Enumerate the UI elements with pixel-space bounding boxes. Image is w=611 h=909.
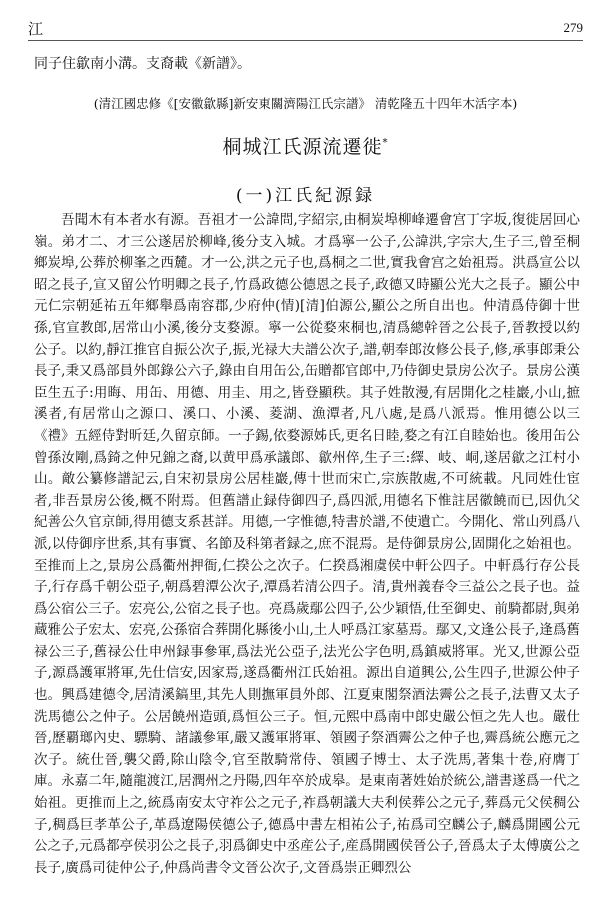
page-number: 279 bbox=[563, 20, 583, 35]
section-heading: (一)江氏紀源録 bbox=[235, 186, 376, 206]
page-title bbox=[0, 132, 611, 159]
running-head: 江 bbox=[28, 20, 44, 38]
header-rule bbox=[28, 40, 583, 41]
page-header bbox=[28, 18, 583, 40]
main-paragraph: 吾聞木有本者水有源。吾祖才一公諱問,字紹宗,由桐炭埠柳峰遷會宫丁字坂,復徙居回心嶺。弟才二、才三公遂居於柳峰,後分支入城。才爲寧一公子,公諱洪,字宗大,生子三,曾至桐鄉炭埠,公葬於柳峯之西麓。才一公,洪之元子也,爲桐之二世,實我會宫之始祖焉。洪爲宣公以昭之長子,宣又留公竹明卿之長子,竹爲政德公德恩之長子,政德又時顯公光大之長子。顯公中元仁宗朝延祐五年鄉舉爲南容郡,少府仲(情)[清]伯源公,顯公之所自出也。仲清爲侍御十世孫,官宣教郎,居常山小溪,後分支婺源。寧一公從婺來桐也,清爲總幹晉之公長子,晉教授以約公子。以約,靜江推官自振公次子,振,光禄大夫譜公次子,譜,朝奉郎汝修公長子,修,承事郎秉公長子,秉又爲部員外郎錄公六子,錄由自用缶公,缶贈都官郎中,乃侍御史景房公次子。景房公漢臣生五子:用晦、用缶、用德、用圭、用之,皆登顯秩。其子姓散漫,有居開化之桂巖,小山,摭溪者,有居常山之源口、溪口、小溪、菱湖、漁潭者,凡八處,是爲八派焉。惟用德公以三《禮》五經侍對昕廷,久留京師。一子錫,依婺源姊氏,更名日睦,婺之有江自睦始也。後用缶公曾孫汝剛,爲錡之仲兄錦之裔,以黄甲爲承議郎、歙州倅,生子三:繹、岐、峒,遂居歙之江村小山。敵公纂修譜記云,自宋初景房公居桂巖,傳十世而宋亡,宗族散處,不可統載。凡同姓仕宦者,非吾景房公後,概不附焉。但舊譜止録侍御四子,爲四派,用德名下惟註居徽饒而已,因仇父紀善公久官京師,得用德支系甚詳。用德,一字惟德,特書於譜,不使遺亡。今開化、常山列爲八派,以侍御序世系,其有事實、名節及科第者録之,庶不混焉。是侍御景房公,固開化之始祖也。至推而上之,景房公爲衢州押衙,仁揆公之次子。仁揆爲湘虞侯中軒公四子。中軒爲行存公長子,行存爲千朝公亞子,朝爲碧潭公次子,潭爲若清公四子。清,貴州義春令三益公之長子也。益爲公宿公三子。宏亮公,公宿之長子也。亮爲歲鄢公四子,公少穎悟,仕至御史、前騎都尉,與弟蔵雅公子宏太、宏亮,公孫宿合葬開化縣後小山,土人呼爲江家墓焉。鄢又,文逢公長子,逢爲舊禄公三子,舊禄公仕申州録事參軍,爲法光公亞子,法光公字色明,爲鎮威將軍。光又,世源公亞子,源爲護軍將軍,先仕信安,因家焉,遂爲衢州江氏始祖。源出自道興公,公生四子,世源公仲子也。興爲建德令,居清溪鎬里,其先人則撫軍員外郎、江夏東閣祭酒法霽公之長子,法曹又太子洗馬德公之仲子。公居饒州造頭,爲恒公三子。恒,元熙中爲南中郎史嚴公恒之先人也。嚴仕晉,歷覇瑯內史、驃騎、諸議參軍,嚴又護軍將軍、領國子祭酒霽公之仲子也,霽爲統公應元之次子。統仕晉,襲父爵,除山陰令,官至散騎常侍、領國子博士、太子洗馬,著集十卷,府膺丁庫。永嘉二年,隨龍渡江,居潤州之丹陽,四年卒於成皋。是東南著姓始於統公,譜書遂爲一代之始祖。更推而上之,統爲南安太守祚公之元子,祚爲朝議大夫利侯葬公之元子,葬爲元父侯稠公子,稠爲巨孝革公子,革爲遼陽侯德公子,德爲中書左相祐公子,祐爲司空麟公子,麟爲開國公元公之子,元爲都亭侯羽公之長子,羽爲御史中丞産公子,産爲開國侯晉公子,晉爲太子太傅廣公之長子,廣爲司徒仲公子,仲爲尚書令文晉公次子,文晉爲崇正卿烈公 bbox=[34, 212, 580, 876]
source-note: (清江國忠修《[安徽歙縣]新安東關濟陽江氏宗譜》 清乾隆五十四年木活字本) bbox=[93, 96, 518, 111]
intro-line: 同子住歙南小溝。支裔載《新譜》。 bbox=[34, 56, 251, 72]
title-footnote-mark: * bbox=[382, 137, 389, 149]
title-text: 桐城江氏源流遷徙 bbox=[222, 136, 383, 158]
